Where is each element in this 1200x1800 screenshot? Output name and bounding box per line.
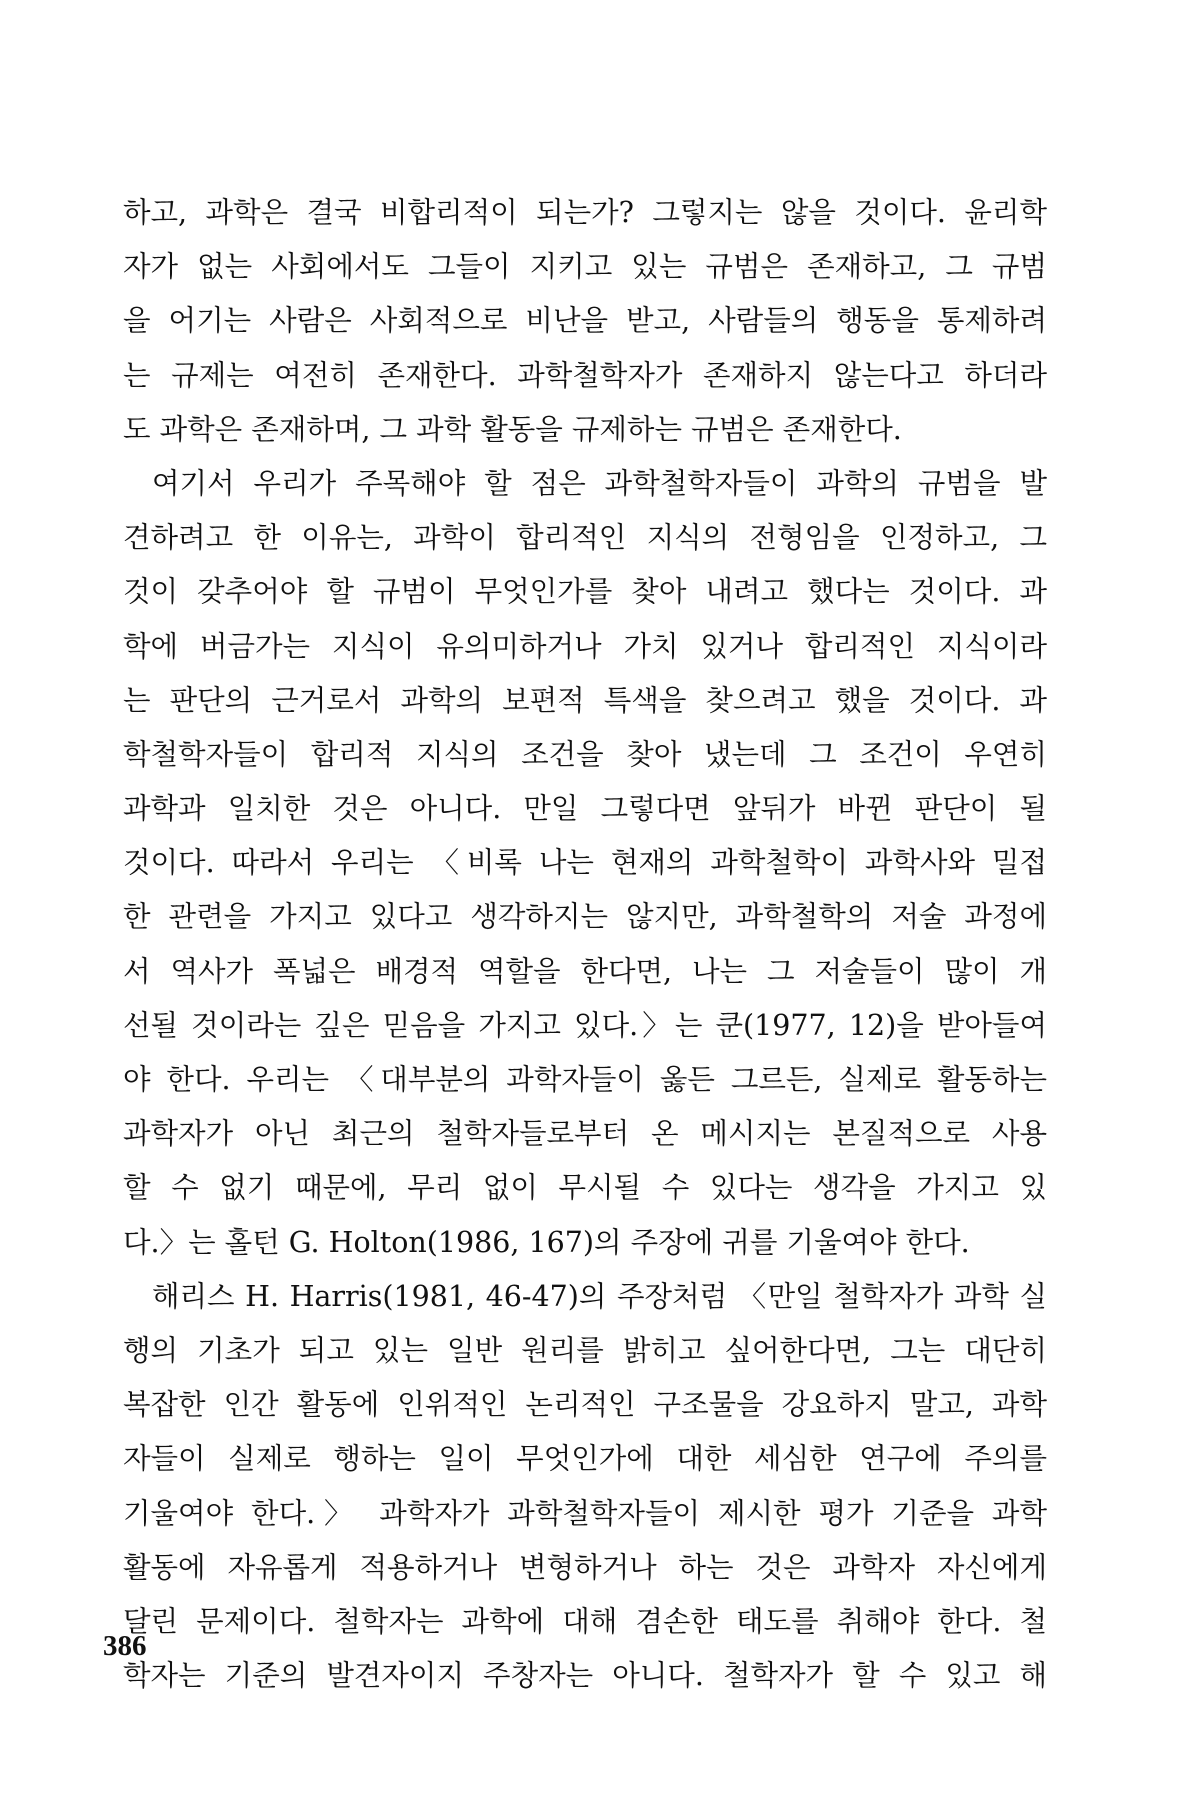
text-line: 야 한다. 우리는 〈대부분의 과학자들이 옳든 그르든, 실제로 활동하는 [123, 1063, 1047, 1096]
text-line: 것이 갖추어야 할 규범이 무엇인가를 찾아 내려고 했다는 것이다. 과 [123, 575, 1047, 609]
text-line: 학자는 기준의 발견자이지 주창자는 아니다. 철학자가 할 수 있고 해 [123, 1659, 1047, 1693]
text-line: 학철학자들이 합리적 지식의 조건을 찾아 냈는데 그 조건이 우연히 [123, 737, 1047, 771]
text-line: 복잡한 인간 활동에 인위적인 논리적인 구조물을 강요하지 말고, 과학 [123, 1388, 1047, 1422]
page-number: 386 [103, 1630, 147, 1662]
text-line: 는 규제는 여전히 존재한다. 과학철학자가 존재하지 않는다고 하더라 [123, 358, 1047, 392]
text-line: 할 수 없기 때문에, 무리 없이 무시될 수 있다는 생각을 가지고 있 [123, 1171, 1047, 1205]
text-line: 해리스 H. Harris(1981, 46-47)의 주장처럼 〈만일 철학자가 과학 실 [152, 1279, 1047, 1313]
text-line: 과학자가 아닌 최근의 철학자들로부터 온 메시지는 본질적으로 사용 [123, 1117, 1047, 1151]
body-text [123, 186, 1047, 1703]
text-line: 자가 없는 사회에서도 그들이 지키고 있는 규범은 존재하고, 그 규범 [123, 250, 1047, 284]
text-line: 활동에 자유롭게 적용하거나 변형하거나 하는 것은 과학자 자신에게 [123, 1550, 1047, 1584]
text-line: 기울여야 한다.〉 과학자가 과학철학자들이 제시한 평가 기준을 과학 [123, 1496, 1047, 1530]
text-line: 과학과 일치한 것은 아니다. 만일 그렇다면 앞뒤가 바뀐 판단이 될 [123, 792, 1047, 826]
text-line: 도 과학은 존재하며, 그 과학 활동을 규제하는 규범은 존재한다. [123, 412, 902, 446]
text-line: 하고, 과학은 결국 비합리적이 되는가? 그렇지는 않을 것이다. 윤리학 [123, 196, 1047, 229]
text-line: 행의 기초가 되고 있는 일반 원리를 밝히고 싶어한다면, 그는 대단히 [123, 1333, 1047, 1367]
text-line: 달린 문제이다. 철학자는 과학에 대해 겸손한 태도를 취해야 한다. 철 [123, 1604, 1047, 1638]
text-line: 을 어기는 사람은 사회적으로 비난을 받고, 사람들의 행동을 통제하려 [123, 304, 1047, 338]
text-line: 여기서 우리가 주목해야 할 점은 과학철학자들이 과학의 규범을 발 [152, 466, 1047, 500]
text-line: 자들이 실제로 행하는 일이 무엇인가에 대한 세심한 연구에 주의를 [123, 1442, 1047, 1476]
text-line: 서 역사가 폭넓은 배경적 역할을 한다면, 나는 그 저술들이 많이 개 [123, 954, 1047, 988]
text-line: 선될 것이라는 깊은 믿음을 가지고 있다.〉는 쿤(1977, 12)을 받아들여 [123, 1008, 1047, 1042]
text-line: 학에 버금가는 지식이 유의미하거나 가치 있거나 합리적인 지식이라 [123, 629, 1047, 663]
text-line: 는 판단의 근거로서 과학의 보편적 특색을 찾으려고 했을 것이다. 과 [123, 683, 1047, 717]
text-line: 한 관련을 가지고 있다고 생각하지는 않지만, 과학철학의 저술 과정에 [123, 900, 1047, 934]
text-line: 다.〉는 홀턴 G. Holton(1986, 167)의 주장에 귀를 기울여야 한다. [123, 1225, 970, 1259]
text-line: 견하려고 한 이유는, 과학이 합리적인 지식의 전형임을 인정하고, 그 [123, 521, 1047, 555]
text-line: 것이다. 따라서 우리는 〈비록 나는 현재의 과학철학이 과학사와 밀접 [123, 846, 1047, 880]
